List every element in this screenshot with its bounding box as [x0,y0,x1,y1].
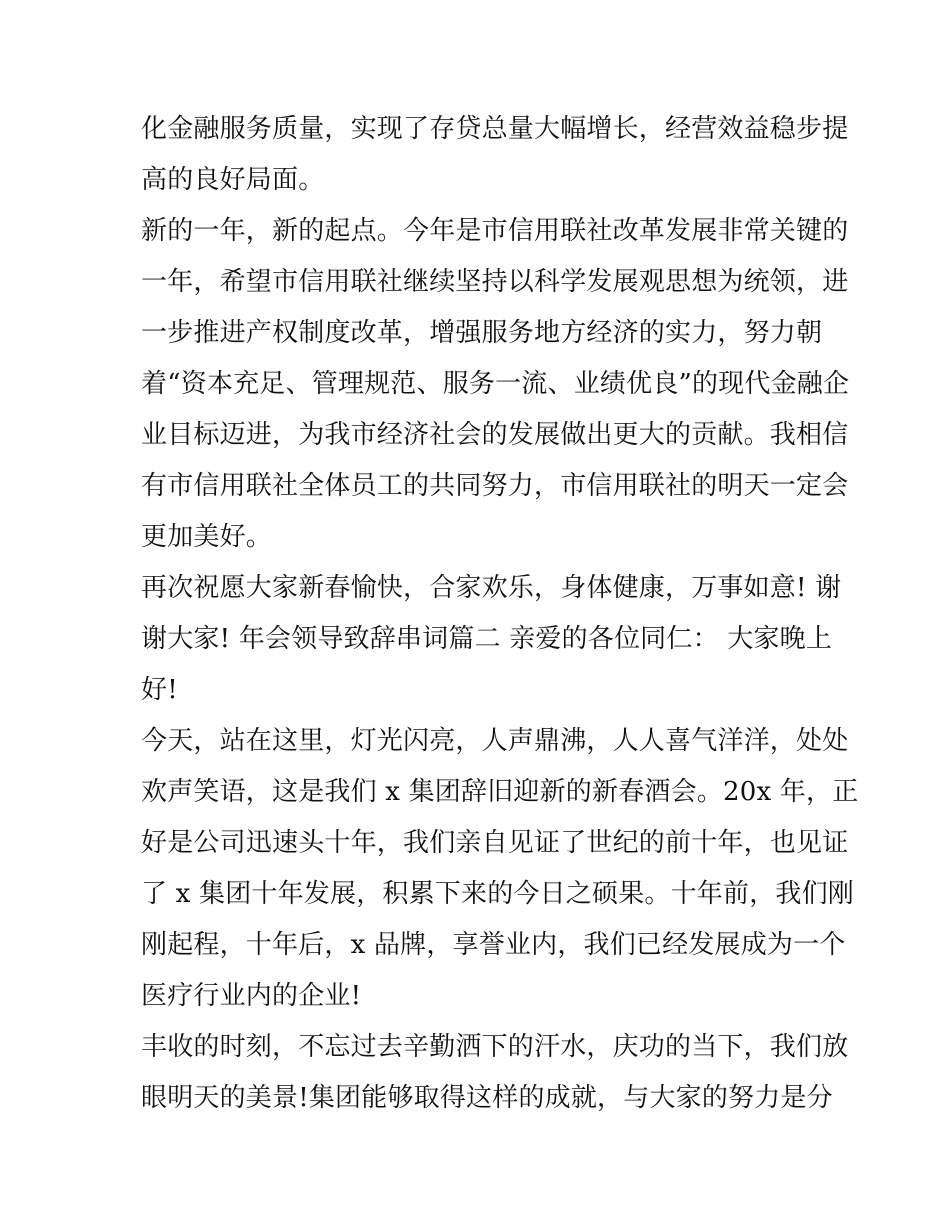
text-line: 着“资本充足、管理规范、服务一流、业绩优良”的现代金融企 [141,369,850,399]
text-line: 谢大家! 年会领导致辞串词篇二 亲爱的各位同仁： 大家晚上 [141,624,833,654]
text-line: 今天，站在这里，灯光闪亮，人声鼎沸，人人喜气洋洋，处处 [141,726,849,756]
text-line: 医疗行业内的企业! [141,981,362,1011]
body-text [141,104,859,1124]
text-line: 有市信用联社全体员工的共同努力，市信用联社的明天一定会 [141,471,849,501]
text-line: 好! [141,675,178,705]
text-line: 更加美好。 [141,522,273,552]
text-line: 新的一年，新的起点。今年是市信用联社改革发展非常关键的 [141,216,849,246]
text-line: 再次祝愿大家新春愉快，合家欢乐，身体健康，万事如意! 谢 [141,573,842,603]
text-line: 化金融服务质量，实现了存贷总量大幅增长，经营效益稳步提 [141,114,849,144]
text-line: 刚起程，十年后，x 品牌，享誉业内，我们已经发展成为一个 [141,930,846,960]
text-line: 了 x 集团十年发展，积累下来的今日之硕果。十年前，我们刚 [141,879,854,909]
text-line: 一年，希望市信用联社继续坚持以科学发展观思想为统领，进 [141,267,849,297]
text-line: 高的良好局面。 [141,165,325,195]
text-line: 一步推进产权制度改革，增强服务地方经济的实力，努力朝 [141,318,823,348]
text-line: 丰收的时刻，不忘过去辛勤洒下的汗水，庆功的当下，我们放 [141,1032,849,1062]
text-line: 好是公司迅速头十年，我们亲自见证了世纪的前十年，也见证 [141,828,849,858]
text-line: 眼明天的美景!集团能够取得这样的成就，与大家的努力是分 [141,1083,833,1113]
text-line: 欢声笑语，这是我们 x 集团辞旧迎新的新春酒会。20x 年，正 [141,777,859,807]
text-line: 业目标迈进，为我市经济社会的发展做出更大的贡献。我相信 [141,420,849,450]
